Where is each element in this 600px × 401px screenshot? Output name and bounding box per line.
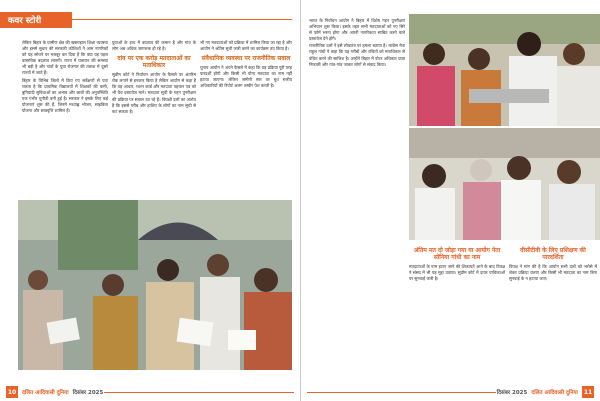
left-footer-rule	[104, 392, 294, 393]
left-col3-body: चुनाव आयोग ने अपने फैसले में कहा कि यह प्रक्रिया पूरी तरह पारदर्शी होगी और किसी भी योग्य मतदाता का नाम नहीं हटाया जाएगा। लेकिन जमीनी स्तर पर बूथ स्तरीय अधिकारियों की रिपोर्ट अलग तस्वीर पेश करती है।	[200, 65, 292, 89]
cover-story-tag: कवर स्टोरी	[0, 12, 72, 28]
right-subhead: अंतिम मत दो जोड़ा गया या आयोग नेता सोनिया गांधी का नाम	[413, 247, 501, 261]
right-publication: दलित आदिवासी दुनिया	[531, 390, 578, 396]
left-col2-body: सुप्रीम कोर्ट ने निर्वाचन आयोग के फैसले पर अंतरिम रोक लगाने से इनकार किया है लेकिन आयोग से कहा है कि वह आधार, राशन कार्ड और मतदाता पहचान पत्र को भी वैध दस्तावेज माने। मतदाता सूची के गहन पुनरीक्षण की प्रक्रिया पर सवाल उठ रहे हैं। विपक्षी दलों का आरोप है कि इससे गरीब और हाशिए के लोगों का नाम सूची से कट सकता है।	[112, 72, 196, 114]
left-page-number: 10	[6, 386, 18, 398]
right-footer	[497, 386, 594, 398]
left-subhead-1: दांव पर एक करोड़ मतदाताओं का मताधिकार	[117, 55, 191, 70]
rally-photo-top	[409, 14, 600, 126]
right-col-1	[309, 18, 405, 248]
right-page	[300, 0, 600, 401]
right-page-number: 11	[582, 386, 594, 398]
right-footer-rule	[307, 392, 496, 393]
left-publication: दलित आदिवासी दुनिया	[22, 390, 69, 396]
left-month: दिसंबर 2025	[72, 390, 104, 396]
left-col-3	[200, 40, 292, 200]
right-col1-para-2: राजनीतिक दलों ने इसे लोकतंत्र पर हमला बताया है। कांग्रेस नेता राहुल गांधी ने कहा कि यह गरीबों और वंचितों को मताधिकार से वंचित करने की साजिश है। उन्होंने बिहार में वोटर अधिकार यात्रा निकाली और गांव-गांव जाकर लोगों से संवाद किया।	[309, 43, 405, 67]
left-subhead-2: संवैधानिक व्यवस्था पर राजनीतिक सवाल	[201, 55, 291, 63]
right-col3-body: विपक्ष ने मांग की है कि आयोग सभी दलों को भरोसे में लेकर प्रक्रिया चलाए और किसी भी मतदाता का नाम बिना सुनवाई के न हटाया जाए।	[509, 264, 597, 282]
right-col3-subhead: वीसीटीवी के लिए प्रशिक्षण की पारदर्शिता	[520, 247, 586, 261]
right-col-3	[509, 244, 597, 374]
left-footer	[6, 386, 103, 398]
left-col2-top: युवाओं के हाथ में बदलाव की कमान है और गांव के लोग अब अधिक जागरूक हो रहे हैं।	[112, 40, 196, 52]
left-col-2	[112, 40, 196, 200]
right-month: दिसंबर 2025	[496, 390, 528, 396]
leaders-photo	[409, 128, 600, 240]
left-col1-para-2: बिहार के विभिन्न जिलों में किए गए सर्वेक्षणों से पता चलता है कि प्राथमिक विद्यालयों में शिक्षकों की कमी, बुनियादी सुविधाओं का अभाव और छात्रों की अनुपस्थिति एक गंभीर चुनौती बनी हुई है। सरकार ने इसके लिए कई योजनाएं शुरू की हैं, जिनमें मध्याह्न भोजन, साइकिल योजना और छात्रवृत्ति शामिल हैं।	[22, 77, 108, 114]
right-col-2	[409, 244, 505, 374]
rally-photo	[18, 200, 292, 370]
right-col1-para-1: भारत के निर्वाचन आयोग ने बिहार में विशेष गहन पुनरीक्षण अभियान शुरू किया। इसके तहत सभी मतदाताओं को नए सिरे से फॉर्म भरना होगा और अपनी नागरिकता साबित करने वाले दस्तावेज देने होंगे।	[309, 18, 405, 42]
right-col2-body: मतदाताओं के नाम हटाए जाने की शिकायतें आने के बाद विपक्ष ने संसद में भी यह मुद्दा उठाया। सुप्रीम कोर्ट में दायर याचिकाओं पर सुनवाई जारी है।	[409, 264, 505, 282]
cover-rule	[72, 19, 292, 20]
left-col1-para-1: लेकिन बिहार के ग्रामीण क्षेत्र की खस्ताहाल शिक्षा व्यवस्था और इसमें सुधार की सरकारी कोशिशों ने आम नागरिकों को यह सोचने पर मजबूर कर दिया है कि क्या यह पहल वास्तविक बदलाव लाएगी। राज्य में पलायन की समस्या भी बड़ी है और गांवों के युवा रोजगार की तलाश में दूसरे राज्यों में जाते हैं।	[22, 40, 108, 76]
left-col3-top: भी नए मतदाताओं को प्रक्रिया में शामिल किया जा रहा है और आयोग ने अंतिम सूची जारी करने का कार्यक्रम तय किया है।	[200, 40, 292, 52]
